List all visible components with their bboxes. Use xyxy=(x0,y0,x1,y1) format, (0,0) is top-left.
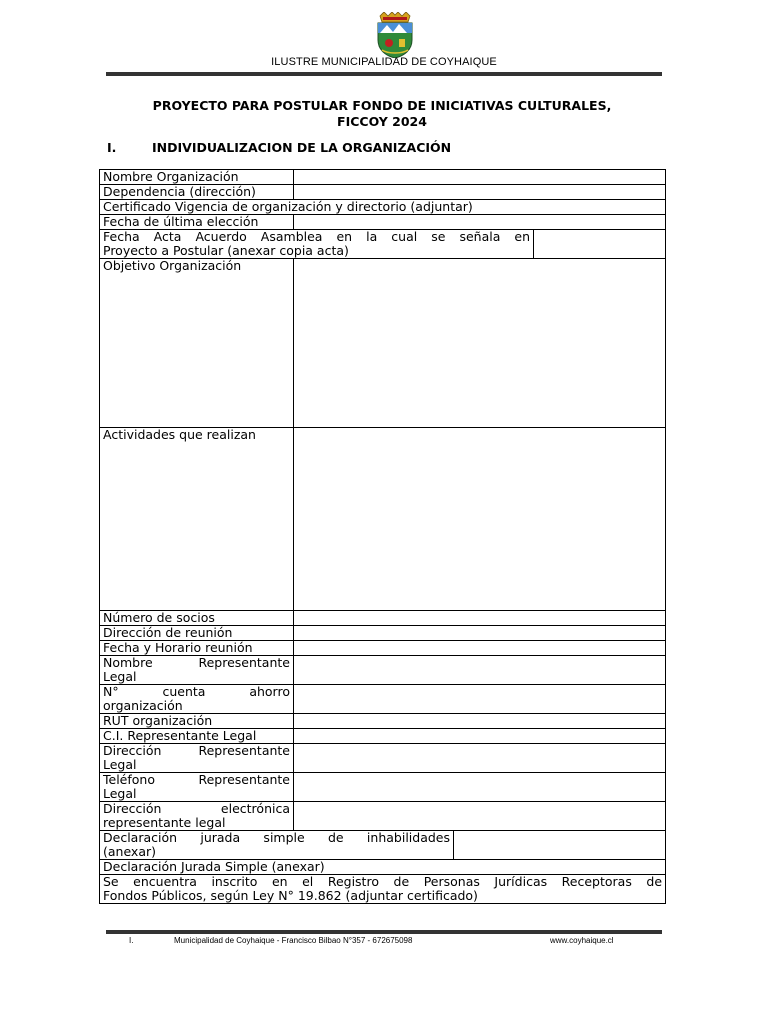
section-title: INDIVIDUALIZACION DE LA ORGANIZACIÓN xyxy=(152,140,452,155)
footer-marker: I. xyxy=(129,936,134,945)
field-actividades[interactable] xyxy=(294,428,666,611)
field-fecha-horario-reunion[interactable] xyxy=(294,641,666,656)
table-row xyxy=(100,744,666,773)
table-row xyxy=(100,831,666,860)
title-line-1: PROYECTO PARA POSTULAR FONDO DE INICIATIVAS CULTURALES, xyxy=(152,98,612,113)
field-ci-representante[interactable] xyxy=(294,729,666,744)
label-telefono-representante-line1: Teléfono Representante xyxy=(103,772,290,787)
field-email-representante[interactable] xyxy=(294,802,666,831)
field-cuenta-ahorro[interactable] xyxy=(294,685,666,714)
label-fecha-acta-line1: Fecha Acta Acuerdo Asamblea en la cual se señala en xyxy=(103,229,530,244)
table-row xyxy=(100,875,666,904)
footer-website-link[interactable]: www.coyhaique.cl xyxy=(550,936,614,945)
document-title xyxy=(100,98,664,130)
table-row xyxy=(100,170,666,185)
table-row xyxy=(100,611,666,626)
table-row xyxy=(100,215,666,230)
label-nombre-representante-line2: Legal xyxy=(103,669,137,684)
table-row xyxy=(100,641,666,656)
label-declaracion-inhabilidades-line2: (anexar) xyxy=(103,844,157,859)
table-row xyxy=(100,773,666,802)
table-row xyxy=(100,200,666,215)
footer-divider xyxy=(106,930,662,934)
label-telefono-representante xyxy=(100,773,294,802)
label-certificado-vigencia: Certificado Vigencia de organización y directorio (adjuntar) xyxy=(100,200,666,215)
label-nombre-organizacion: Nombre Organización xyxy=(100,170,294,185)
label-rut-organizacion: RUT organización xyxy=(100,714,294,729)
section-number: I. xyxy=(107,140,117,155)
table-row xyxy=(100,259,666,428)
label-registro xyxy=(100,875,666,904)
label-registro-line1: Se encuentra inscrito en el Registro de Personas Jurídicas Receptoras de xyxy=(103,874,663,889)
table-row xyxy=(100,230,666,259)
field-objetivo-organizacion[interactable] xyxy=(294,259,666,428)
table-row xyxy=(100,729,666,744)
field-declaracion-inhabilidades[interactable] xyxy=(454,831,666,860)
field-direccion-reunion[interactable] xyxy=(294,626,666,641)
title-line-2: FICCOY 2024 xyxy=(337,114,427,129)
table-row xyxy=(100,428,666,611)
label-email-representante-line2: representante legal xyxy=(103,815,226,830)
label-fecha-acta xyxy=(100,230,534,259)
section-heading xyxy=(107,140,451,155)
label-declaracion-simple: Declaración Jurada Simple (anexar) xyxy=(100,860,666,875)
header-divider xyxy=(106,72,662,76)
table-row xyxy=(100,714,666,729)
label-direccion-representante xyxy=(100,744,294,773)
label-dependencia: Dependencia (dirección) xyxy=(100,185,294,200)
table-row xyxy=(100,685,666,714)
footer-address: Municipalidad de Coyhaique - Francisco Bilbao N°357 - 672675098 xyxy=(174,936,413,945)
table-row xyxy=(100,802,666,831)
label-fecha-horario-reunion: Fecha y Horario reunión xyxy=(100,641,294,656)
municipality-header: ILUSTRE MUNICIPALIDAD DE COYHAIQUE xyxy=(271,56,497,68)
label-declaracion-inhabilidades-line1: Declaración jurada simple de inhabilidades xyxy=(103,830,450,845)
label-registro-line2: Fondos Públicos, según Ley N° 19.862 (adjuntar certificado) xyxy=(103,888,478,903)
field-fecha-ultima-eleccion[interactable] xyxy=(294,215,666,230)
label-cuenta-ahorro-line2: organización xyxy=(103,698,183,713)
label-ci-representante: C.I. Representante Legal xyxy=(100,729,294,744)
field-rut-organizacion[interactable] xyxy=(294,714,666,729)
label-direccion-representante-line1: Dirección Representante xyxy=(103,743,290,758)
label-nombre-representante xyxy=(100,656,294,685)
table-row xyxy=(100,626,666,641)
field-numero-socios[interactable] xyxy=(294,611,666,626)
label-email-representante-line1: Dirección electrónica xyxy=(103,801,290,816)
label-fecha-ultima-eleccion: Fecha de última elección xyxy=(100,215,294,230)
label-cuenta-ahorro xyxy=(100,685,294,714)
label-direccion-representante-line2: Legal xyxy=(103,757,137,772)
field-telefono-representante[interactable] xyxy=(294,773,666,802)
label-nombre-representante-line1: Nombre Representante xyxy=(103,655,290,670)
label-email-representante xyxy=(100,802,294,831)
field-dependencia[interactable] xyxy=(294,185,666,200)
table-row xyxy=(100,860,666,875)
label-declaracion-inhabilidades xyxy=(100,831,454,860)
label-numero-socios: Número de socios xyxy=(100,611,294,626)
label-telefono-representante-line2: Legal xyxy=(103,786,137,801)
field-direccion-representante[interactable] xyxy=(294,744,666,773)
table-row xyxy=(100,656,666,685)
label-fecha-acta-line2: Proyecto a Postular (anexar copia acta) xyxy=(103,243,349,258)
label-cuenta-ahorro-line1: N° cuenta ahorro xyxy=(103,684,290,699)
label-direccion-reunion: Dirección de reunión xyxy=(100,626,294,641)
label-objetivo-organizacion: Objetivo Organización xyxy=(100,259,294,428)
municipal-crest-logo xyxy=(374,12,416,58)
field-fecha-acta[interactable] xyxy=(534,230,666,259)
field-nombre-organizacion[interactable] xyxy=(294,170,666,185)
field-nombre-representante[interactable] xyxy=(294,656,666,685)
organization-form-table xyxy=(99,169,666,904)
table-row xyxy=(100,185,666,200)
label-actividades: Actividades que realizan xyxy=(100,428,294,611)
